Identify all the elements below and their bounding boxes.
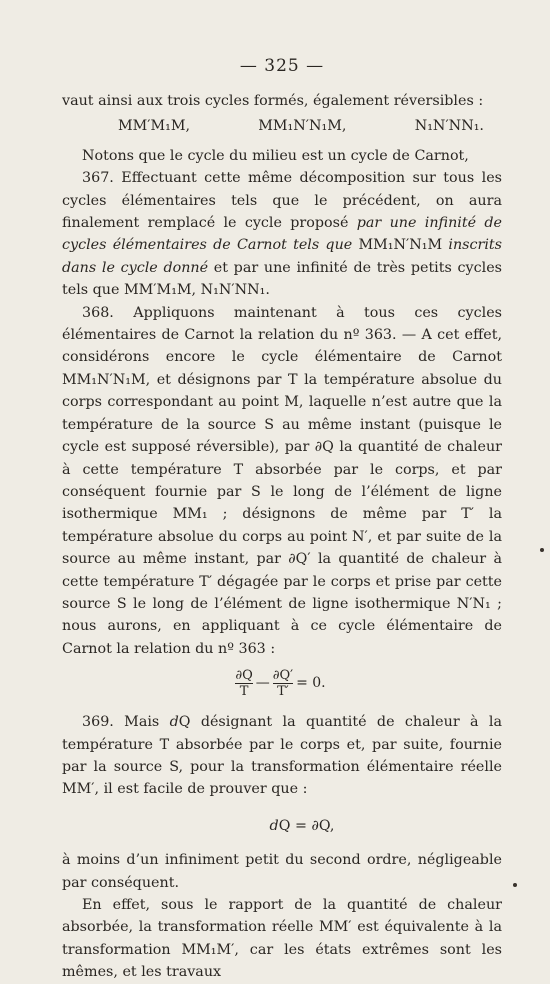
- fraction-dq-prime-numerator: ∂Q′: [272, 668, 294, 684]
- paragraph-carnot-note: Notons que le cycle du milieu est un cycle de Carnot,: [82, 147, 469, 164]
- page-number: — 325 —: [239, 56, 325, 76]
- p369-italic-d: d: [169, 714, 179, 731]
- equation-dq: [102, 815, 502, 837]
- equation-dq-rest: Q = ∂Q,: [278, 817, 335, 834]
- equation-carnot: [62, 668, 502, 699]
- page-body: [62, 90, 502, 984]
- cycles-row: [62, 115, 502, 137]
- p367-italic-d: inscrits dans le cycle donné: [62, 237, 502, 276]
- ink-speck: [513, 883, 517, 887]
- equation-dq-italic-d: d: [269, 817, 279, 834]
- p367-text-a: 367. Effectuant cette même décomposition sur tous les cycles élémentaires tels que le précédent, on aura finalement remplacé le cycle proposé: [62, 170, 502, 232]
- paragraph-368: 368. Appliquons maintenant à tous ces cycles élémentaires de Carnot la relation du nº 363. — A cet effet, considérons encore le cycle élémentaire de Carnot MM₁N′N₁M, et désignons par T la température absolue du corps correspondant au point M, laquelle n’est autre que la température de la source S au même instant (puisque le cycle est supposé réversible), par ∂Q la quantité de chaleur à cette température T absorbée par le corps, et par conséquent fournie par S le long de l’élément de ligne isothermique MM₁ ; désignons de même par T′ la température absolue du corps au point N′, et par suite de la source au même instant, par ∂Q′ la quantité de chaleur à cette température T′ dégagée par le corps et prise par cette source S le long de l’élément de ligne isothermique N′N₁ ; nous aurons, en appliquant à ce cycle élémentaire de Carnot la relation du nº 363 :: [62, 304, 502, 657]
- equation-rhs: = 0.: [296, 675, 326, 692]
- cycle-first: MM′M₁M,: [118, 118, 191, 135]
- fraction-dq-prime-t-prime: [273, 668, 293, 699]
- paragraph-369: [62, 711, 502, 801]
- cycle-middle: MM₁N′N₁M,: [258, 118, 347, 135]
- fraction-dq-numerator: ∂Q: [235, 668, 253, 684]
- p369-text-a: 369. Mais: [82, 714, 170, 731]
- ink-speck: [540, 548, 544, 552]
- fraction-dq-t: [235, 668, 252, 699]
- cycle-last: N₁N′NN₁.: [414, 118, 484, 135]
- p369-text-b: Q désignant la quantité de chaleur à la température T absorbée par le corps et, par suite, fournie par la source S, pour la transformation élémentaire réelle MM′, il est facile de prouver que :: [62, 714, 502, 798]
- p367-text-e: et par une infinité de très petits cycles tels que MM′M₁M, N₁N′NN₁.: [62, 259, 502, 299]
- paragraph-en-effet: En effet, sous le rapport de la quantité de chaleur absorbée, la transformation réelle MM′ est équivalente à la transformation MM₁M′, car les états extrêmes sont les mêmes, et les travaux: [62, 897, 502, 981]
- p367-text-c: MM₁N′N₁M: [352, 237, 449, 254]
- fraction-dq-denominator: T: [239, 684, 249, 700]
- fraction-dq-prime-denominator: T′: [277, 684, 289, 700]
- paragraph-second-order: à moins d’un infiniment petit du second ordre, négligeable par conséquent.: [62, 852, 502, 891]
- p367-italic-a: par une infinité de cycles élémentaires de Carnot tels que: [62, 215, 503, 254]
- minus-sign: —: [255, 675, 270, 692]
- paragraph-intro: vaut ainsi aux trois cycles formés, également réversibles :: [62, 93, 484, 109]
- paragraph-367: [62, 167, 502, 301]
